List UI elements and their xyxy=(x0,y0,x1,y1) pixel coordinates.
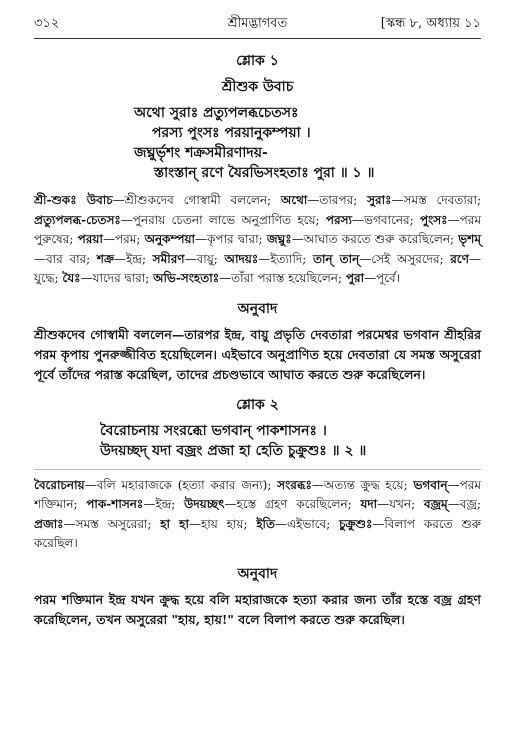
synonym-meaning: —শ্রীশুকদেব গোস্বামী বললেন; xyxy=(112,193,281,207)
synonym-meaning: —সমস্ত অসুরেরা; xyxy=(63,516,161,531)
chapter-reference: [স্কন্ধ ৮, অধ্যায় ১১ xyxy=(380,16,481,31)
synonym-meaning: —ইন্দ্র; xyxy=(114,251,153,266)
verse-1-translation: শ্রীশুকদেব গোস্বামী বললেন—তারপর ইন্দ্র, বায়ু প্রভৃতি দেবতারা পরমেশ্বর ভগবান শ্রীহরির পরম কৃপায় পুনরুজ্জীবিত হয়েছিলেন। এইভাবে অনুপ্রাণিত হয়ে দেবতারা যে সমস্ত অসুরেরা পূর্বে তাঁদের পরাস্ত করেছিল, তাদের প্রচণ্ডভাবে আঘাত করতে শুরু করেছিলেন। xyxy=(34,326,481,382)
synonym-meaning: —হস্তে গ্রহণ করেছিলেন; xyxy=(224,497,361,511)
verse-1-speaker: শ্রীশুক উবাচ xyxy=(221,79,294,95)
verse-2-heading: শ্লোক ২ xyxy=(236,396,279,413)
synonym-word: যৈঃ xyxy=(62,271,81,285)
verse-1-heading: শ্লোক ১ xyxy=(236,53,279,69)
verse-1-line-2: পরস্য পুংসঃ পরয়ানুকম্পয়া । xyxy=(152,125,311,141)
synonym-meaning: —সমস্ত দেবতারা; xyxy=(391,193,481,207)
synonym-word: অথো xyxy=(280,193,308,207)
synonym-word: তান্ তান্ xyxy=(312,251,360,266)
synonym-meaning: —যাদের দ্বারা; xyxy=(80,271,154,285)
verse-2-line-1: বৈরোচনায় সংরব্ধো ভগবান্ পাকশাসনঃ । xyxy=(100,422,327,439)
verse-1-line-1: অথো সুরাঃ প্রত্যুপলব্ধচেতসঃ xyxy=(134,105,299,121)
synonym-word: শক্র xyxy=(96,251,115,266)
verse-1-line-4: স্তাংস্তান্ রণে যৈরভিসংহতাঃ পুরা ॥ ১ ॥ xyxy=(154,165,375,181)
synonym-meaning: —পরম; xyxy=(102,232,145,246)
verse-2-synonyms xyxy=(34,476,481,554)
synonym-word: সমীরণ xyxy=(152,251,185,266)
synonym-meaning: —ইত্যাদি; xyxy=(258,251,313,266)
synonym-meaning: —ভগবানের; xyxy=(352,212,420,227)
synonym-word: পরয়া xyxy=(77,232,103,246)
synonym-word: আদয়ঃ xyxy=(224,251,259,266)
synonym-meaning: —তারপর; xyxy=(307,193,368,207)
verse-2-line-2: উদয়চ্ছদ্ যদা বজ্রং প্রজা হা হেতি চুক্রুশুঃ ॥ ২ ॥ xyxy=(100,442,367,459)
synonym-word: সংরব্ধঃ xyxy=(277,477,312,492)
synonym-meaning: —ইন্দ্র; xyxy=(143,497,185,511)
synonym-meaning: —যুদ্ধে; xyxy=(34,251,481,285)
synonym-meaning: —কৃপার দ্বারা; xyxy=(195,232,267,246)
synonym-word: অনুকম্পয়া xyxy=(144,232,196,246)
synonym-meaning: —পরম পুরুষের; xyxy=(34,212,481,246)
page-number: ৩১২ xyxy=(34,16,60,31)
synonym-word: পুরা xyxy=(345,271,365,285)
synonym-word: পরস্য xyxy=(325,212,353,227)
synonym-meaning: —সেই অসুরদের; xyxy=(359,251,451,266)
verse-1-synonyms xyxy=(34,191,481,289)
synonym-word: যদা xyxy=(360,497,378,511)
synonym-word: চুক্রুশুঃ xyxy=(339,516,373,531)
synonym-word: অভি-সংহতাঃ xyxy=(153,271,220,285)
synonym-word: পাক-শাসনঃ xyxy=(86,497,144,511)
verse-2-text xyxy=(34,421,481,461)
synonym-meaning: —বায়ু; xyxy=(184,251,225,266)
verse-1-line-3: জঘ্নুর্ভৃশং শক্রসমীরণাদয়- xyxy=(134,145,268,161)
synonym-meaning: —যখন; xyxy=(377,497,424,511)
synonym-word: প্রজাঃ xyxy=(34,516,64,531)
synonym-meaning: —বলি মহারাজকে (হত্যা করার জন্য); xyxy=(84,477,278,492)
synonym-word: ভৃশম্ xyxy=(458,232,481,246)
synonym-meaning: —পরম শক্তিমান; xyxy=(34,477,481,511)
synonym-meaning: —বিলাপ করতে শুরু করেছিল। xyxy=(34,516,481,550)
synonym-meaning: —বজ্র; xyxy=(447,497,481,511)
verse-1-text xyxy=(34,103,481,183)
synonym-word: রণে xyxy=(450,251,469,266)
synonym-word: সুরাঃ xyxy=(367,193,392,207)
synonym-word: হা হা xyxy=(160,516,189,531)
synonym-word: বজ্রম্ xyxy=(423,497,448,511)
synonym-meaning: —অত্যন্ত ক্রুদ্ধ হয়ে; xyxy=(311,477,414,492)
verse-1-translation-heading: অনুবাদ xyxy=(237,300,278,317)
book-title: শ্রীমদ্ভাগবত xyxy=(227,16,288,31)
page-header xyxy=(34,14,481,36)
synonym-word: বৈরোচনায় xyxy=(34,477,85,492)
synonym-meaning: —আঘাত করতে শুরু করেছিলেন; xyxy=(291,232,459,246)
header-rule xyxy=(34,38,481,39)
verse-2-translation: পরম শক্তিমান ইন্দ্র যখন ক্রুদ্ধ হয়ে বলি মহারাজকে হত্যা করার জন্য তাঁর হস্তে বজ্র গ্রহণ করেছিলেন, তখন অসুরেরা "হায়, হায়!" বলে বিলাপ করতে শুরু করেছিল। xyxy=(34,591,481,627)
synonym-word: ইতি xyxy=(256,516,275,531)
synonym-word: শ্রী-শুকঃ উবাচ xyxy=(34,193,113,207)
synonym-word: প্রত্যুপলব্ধ-চেতসঃ xyxy=(34,212,121,227)
verse-2-translation-heading: অনুবাদ xyxy=(237,565,278,582)
verse-2-separator xyxy=(34,469,481,470)
synonym-meaning: —পূর্বে। xyxy=(364,271,401,285)
synonym-meaning: —তাঁরা পরাস্ত হয়েছিলেন; xyxy=(219,271,346,285)
synonym-word: ভগবান্ xyxy=(413,477,448,492)
synonym-meaning: —বার বার; xyxy=(34,251,97,266)
synonym-meaning: —এইভাবে; xyxy=(275,516,340,531)
synonym-meaning: —হায় হায়; xyxy=(188,516,257,531)
synonym-word: পুংসঃ xyxy=(419,212,448,227)
synonym-meaning: —পুনরায় চেতনা লাভে অনুপ্রাণিত হয়ে; xyxy=(120,212,326,227)
synonym-word: জঘ্নুঃ xyxy=(266,232,292,246)
synonym-word: উদয়চ্ছৎ xyxy=(184,497,225,511)
